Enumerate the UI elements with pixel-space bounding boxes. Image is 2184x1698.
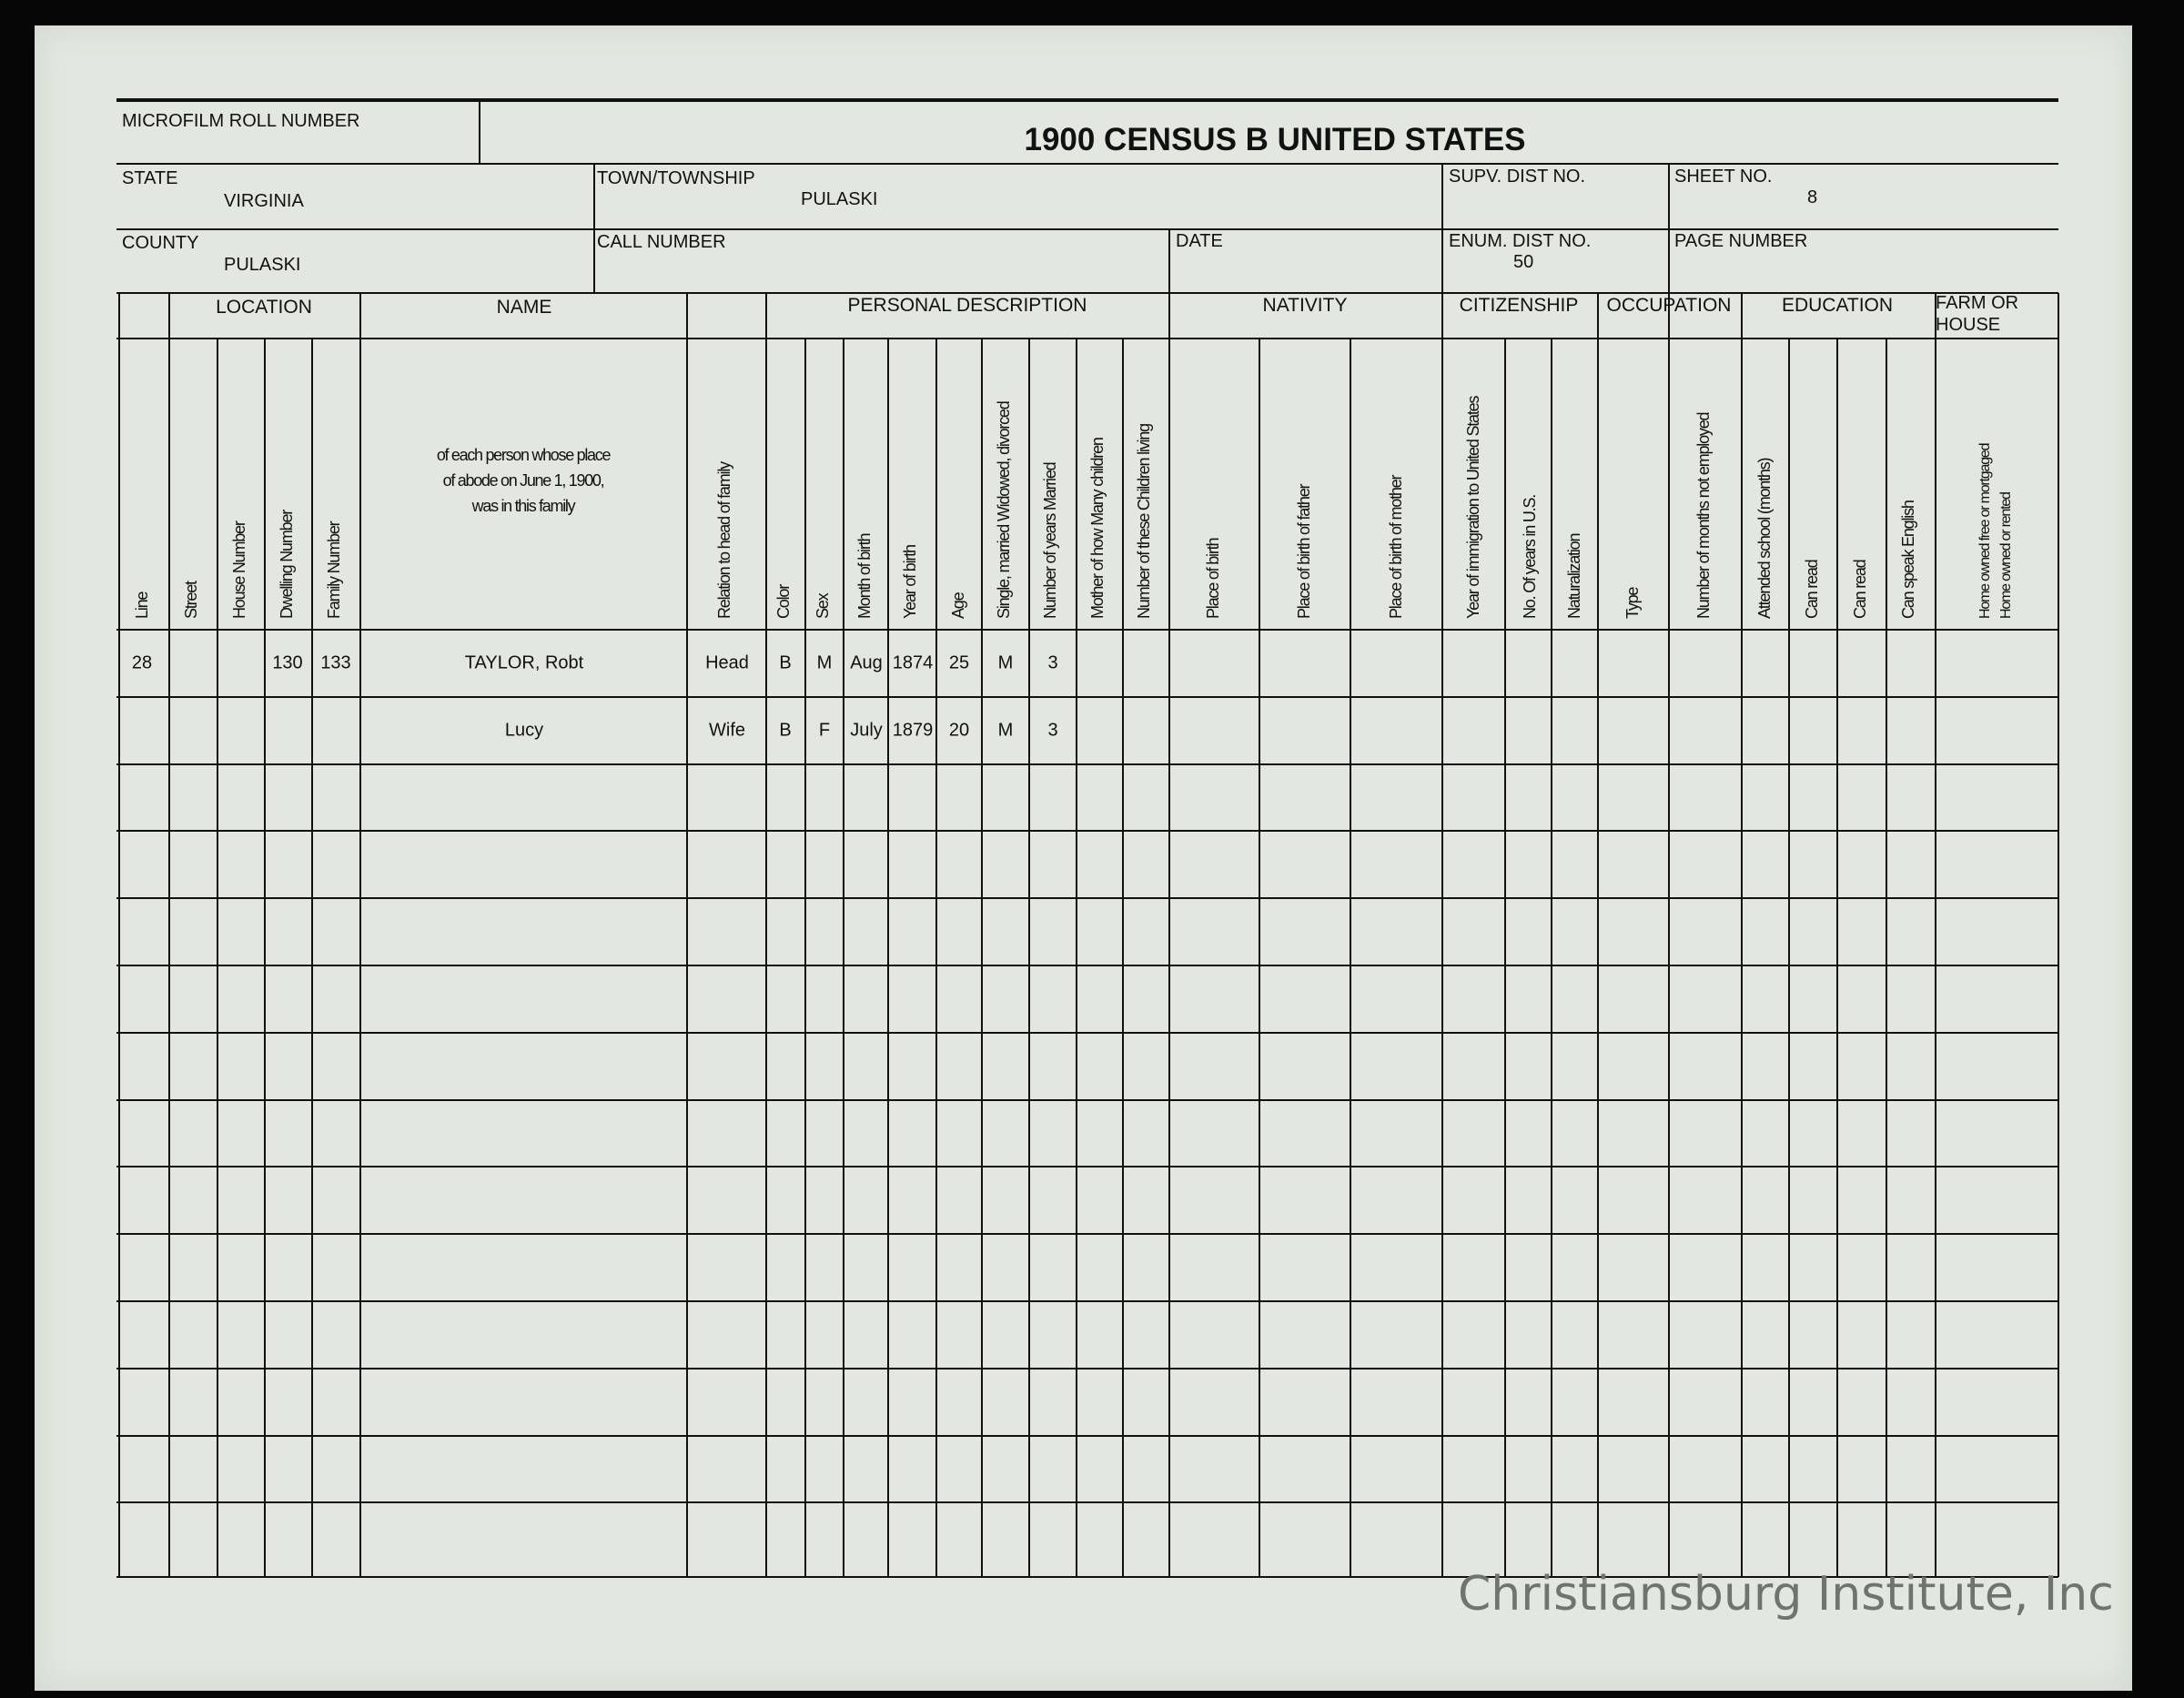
cell-age: 25 <box>948 652 970 673</box>
group-house: HOUSE <box>1936 315 2001 335</box>
group-nativity: NATIVITY <box>1262 295 1348 316</box>
col-home-owned-rented: Home owned or rented <box>1998 492 2014 619</box>
microfilm-roll-label: MICROFILM ROLL NUMBER <box>122 111 360 131</box>
group-personal-description: PERSONAL DESCRIPTION <box>847 295 1087 316</box>
col-months-not-employed: Number of months not employed <box>1694 412 1713 619</box>
col-relation: Relation to head of family <box>715 462 733 619</box>
cell-color: B <box>779 652 792 673</box>
group-citizenship: CITIZENSHIP <box>1459 295 1579 316</box>
supv-dist-label: SUPV. DIST NO. <box>1449 167 1586 187</box>
cell-name: Lucy <box>504 720 544 741</box>
town-value: PULASKI <box>801 189 878 209</box>
col-dwelling-number: Dwelling Number <box>278 510 296 619</box>
cell-month: Aug <box>850 652 883 673</box>
county-value: PULASKI <box>224 255 301 275</box>
col-can-read: Can read <box>1803 560 1821 619</box>
cell-month: July <box>850 720 883 741</box>
page-title: 1900 CENSUS B UNITED STATES <box>1024 122 1526 157</box>
col-line: Line <box>133 591 151 619</box>
col-occupation-type: Type <box>1623 587 1642 619</box>
group-farm: FARM OR <box>1936 293 2019 313</box>
cell-family: 133 <box>320 652 351 673</box>
group-education: EDUCATION <box>1781 295 1894 316</box>
col-naturalization: Naturalization <box>1565 533 1583 619</box>
call-number-label: CALL NUMBER <box>597 232 726 252</box>
state-label: STATE <box>122 168 178 188</box>
cell-marital: M <box>997 652 1014 673</box>
col-street: Street <box>182 581 200 619</box>
state-value: VIRGINIA <box>224 191 304 211</box>
col-month-of-birth: Month of birth <box>855 533 874 619</box>
col-color: Color <box>774 584 793 619</box>
col-years-in-us: No. Of years in U.S. <box>1521 494 1539 619</box>
col-house-number: House Number <box>230 521 248 619</box>
col-year-of-birth: Year of birth <box>901 545 919 619</box>
col-marital-status: Single, married Widowed, divorced <box>995 401 1013 619</box>
cell-color: B <box>779 720 792 741</box>
col-home-owned-free: Home owned free or mortgaged <box>1977 443 1993 619</box>
name-column-description: of each person whose place of abode on June 1, 1900, was in this family <box>436 446 611 515</box>
cell-dwelling: 130 <box>272 652 303 673</box>
group-location: LOCATION <box>216 297 312 318</box>
date-label: DATE <box>1176 231 1223 251</box>
col-place-birth-father: Place of birth of father <box>1295 484 1313 619</box>
cell-years-married: 3 <box>1047 720 1058 741</box>
cell-year: 1874 <box>892 652 934 673</box>
cell-marital: M <box>997 720 1014 741</box>
cell-year: 1879 <box>892 720 934 741</box>
cell-relation: Wife <box>709 720 745 741</box>
col-year-immigration: Year of immigration to United States <box>1464 396 1482 619</box>
sheet-no-value: 8 <box>1807 187 1818 207</box>
town-label: TOWN/TOWNSHIP <box>597 168 755 188</box>
enum-dist-value: 50 <box>1513 252 1534 272</box>
cell-line: 28 <box>131 652 153 673</box>
enum-dist-label: ENUM. DIST NO. <box>1449 231 1592 251</box>
cell-relation: Head <box>705 652 749 673</box>
cell-sex: M <box>816 652 833 673</box>
col-age: Age <box>949 592 967 619</box>
page-number-label: PAGE NUMBER <box>1674 231 1808 251</box>
col-mother-children: Mother of how Many children <box>1088 438 1107 619</box>
cell-years-married: 3 <box>1047 652 1058 673</box>
col-sex: Sex <box>814 593 832 619</box>
cell-sex: F <box>818 720 831 741</box>
col-can-speak-english: Can speak English <box>1899 500 1917 619</box>
watermark: Christiansburg Institute, Inc <box>1458 1567 2114 1622</box>
col-family-number: Family Number <box>325 521 343 619</box>
cell-age: 20 <box>948 720 970 741</box>
cell-name: TAYLOR, Robt <box>464 652 584 673</box>
group-occupation: OCCUPATION <box>1606 295 1732 316</box>
col-place-of-birth: Place of birth <box>1204 538 1222 619</box>
col-children-living: Number of these Children living <box>1135 424 1153 619</box>
county-label: COUNTY <box>122 233 199 253</box>
col-attended-school: Attended school (months) <box>1755 458 1774 619</box>
col-years-married: Number of years Married <box>1041 462 1059 619</box>
col-can-write: Can read <box>1851 560 1869 619</box>
sheet-no-label: SHEET NO. <box>1674 167 1773 187</box>
col-place-birth-mother: Place of birth of mother <box>1387 475 1405 619</box>
group-name: NAME <box>496 297 552 318</box>
